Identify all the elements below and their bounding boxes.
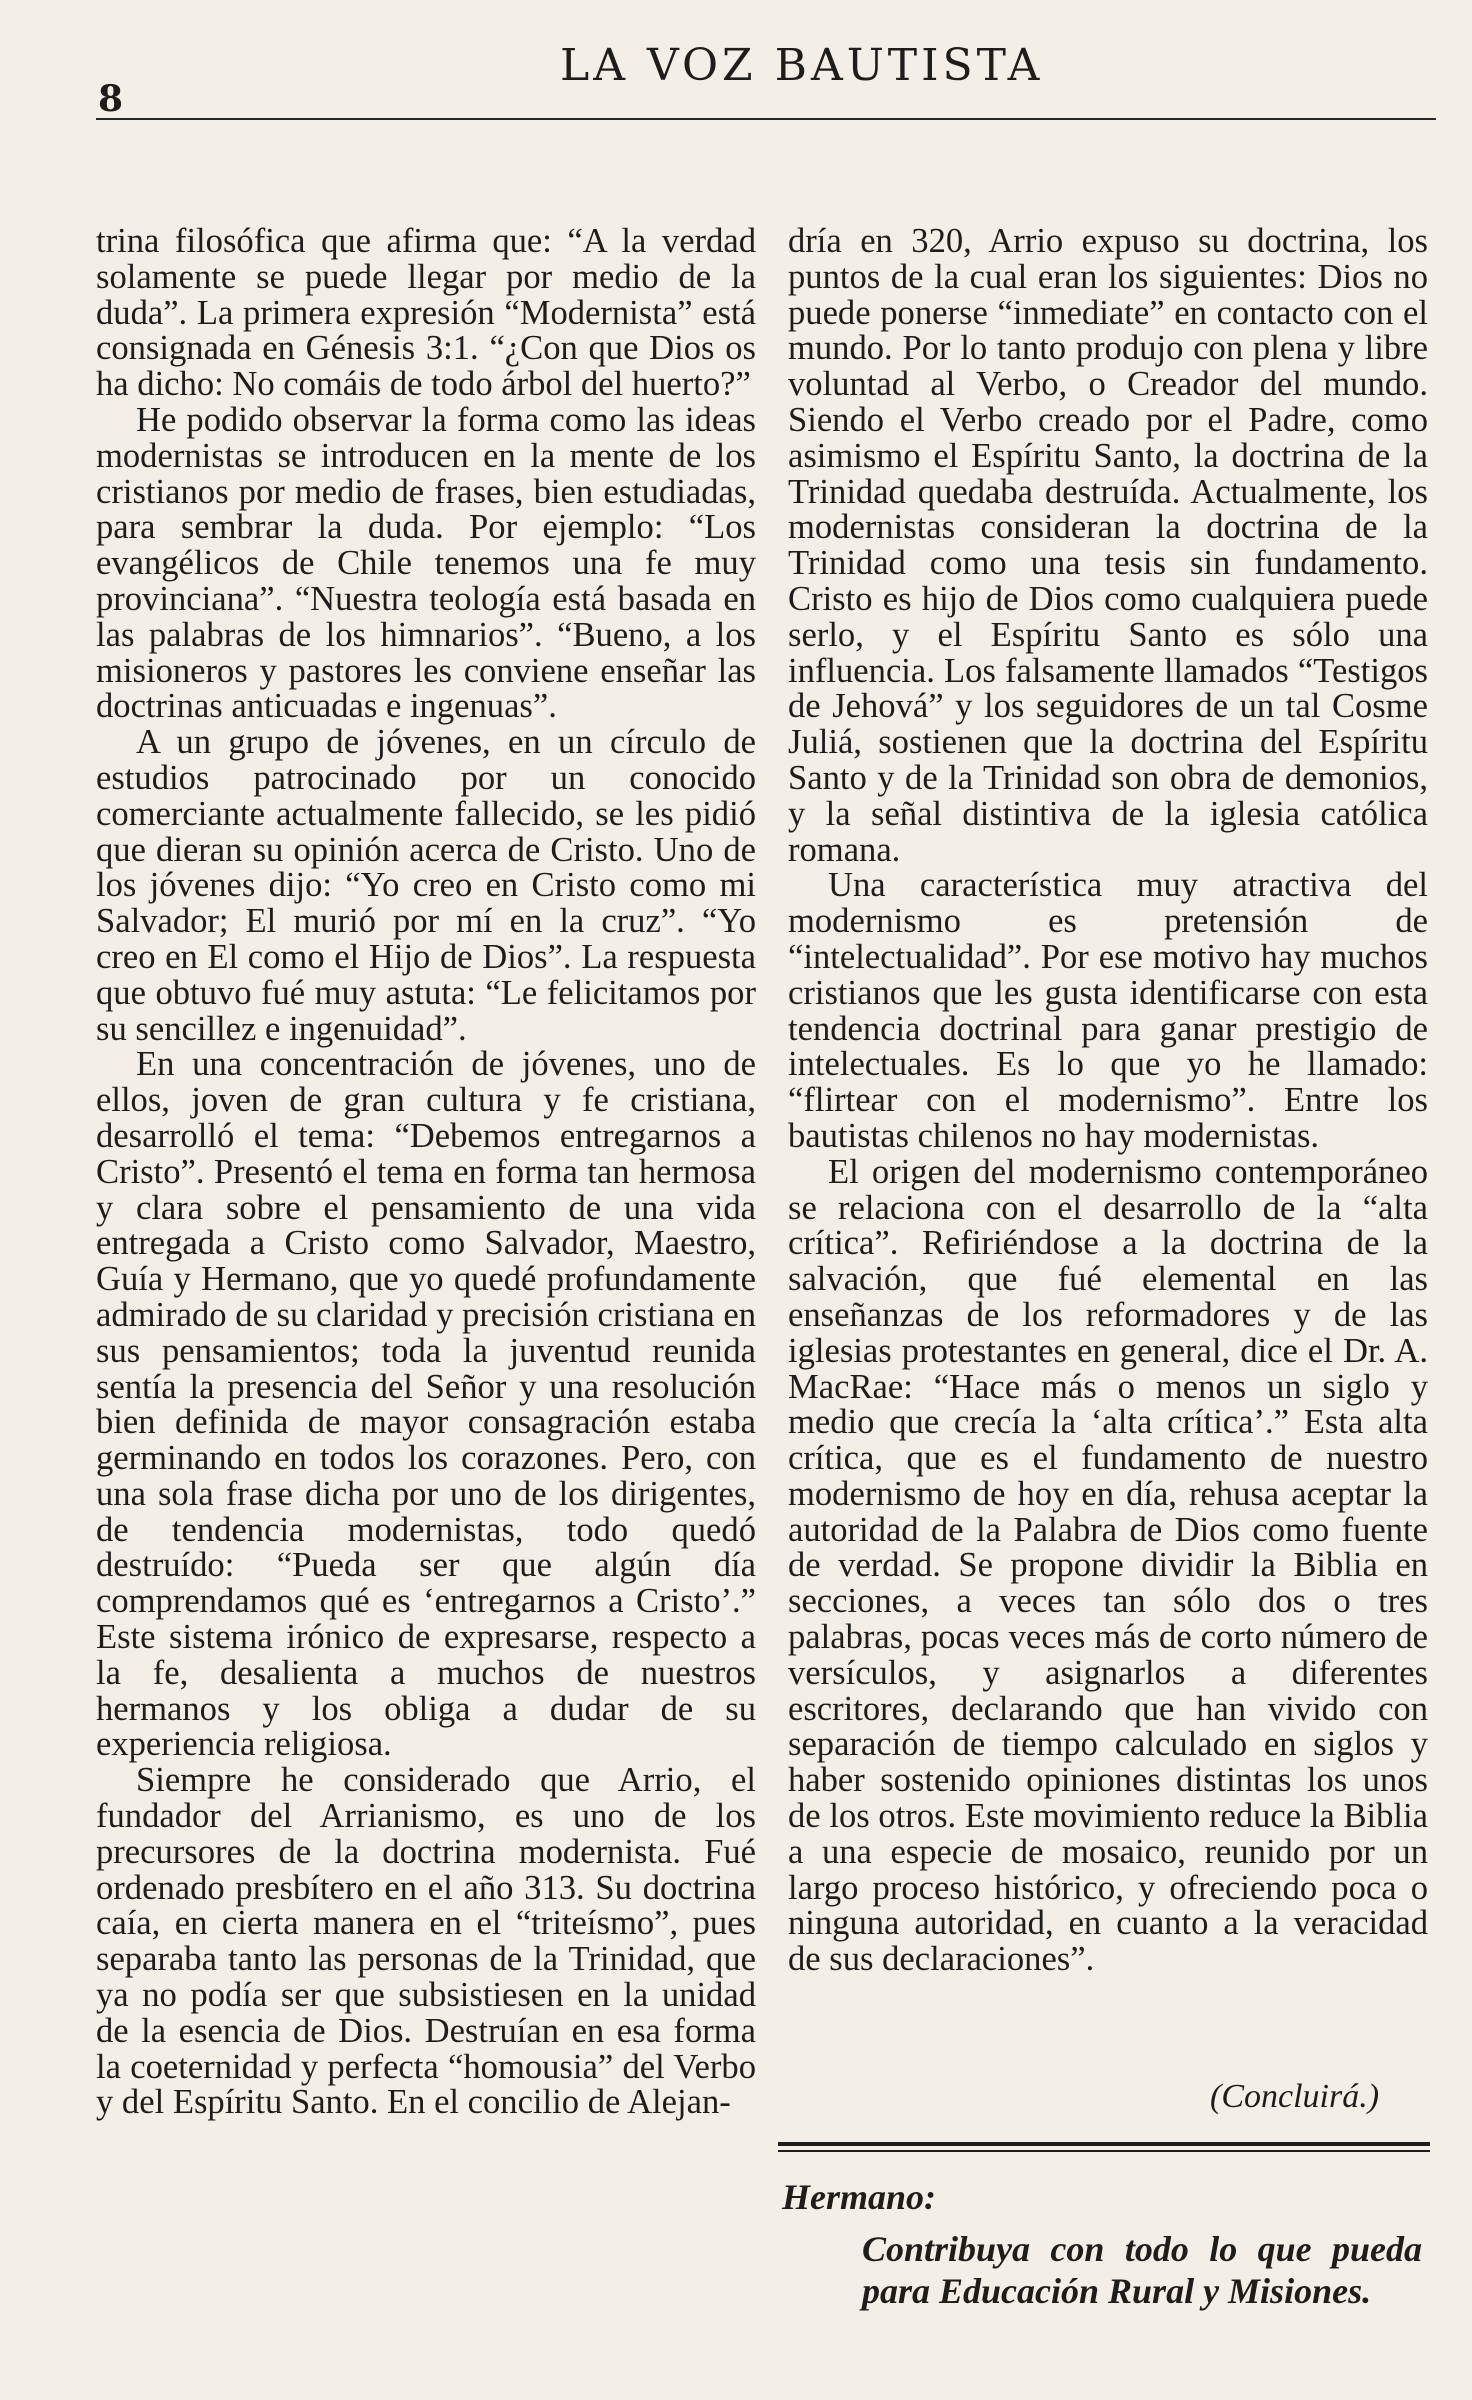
to-be-continued-note: (Concluirá.)	[1210, 2078, 1380, 2115]
notice-title: Hermano:	[782, 2177, 937, 2217]
paragraph: En una concentración de jóvenes, uno de ellos, joven de gran cultura y fe cristiana, desarrolló el tema: “Debemos entregarnos a Cristo”. Presentó el tema en forma tan hermosa y clara sobre el pensamiento de una vida entregada a Cristo como Salvador, Maestro, Guía y Hermano, que yo quedé profundamente admirado de su claridad y precisión cristiana en sus pensamientos; toda la juventud reunida sentía la presencia del Señor y una resolución bien definida de mayor consagración estaba germinando en todos los corazones. Pero, con una sola frase dicha por uno de los dirigentes, de tendencia modernistas, todo quedó destruído: “Pueda ser que algún día comprendamos qué es ‘entregarnos a Cristo’.” Este sistema irónico de expresarse, respecto a la fe, desalienta a muchos de nuestros hermanos y los obliga a dudar de su experiencia religiosa.	[96, 1045, 756, 1764]
page-number: 8	[98, 78, 124, 120]
paragraph: Siempre he considerado que Arrio, el fundador del Arrianismo, es uno de los precursores de la doctrina modernista. Fué ordenado presbítero en el año 313. Su doctrina caía, en cierta manera en el “triteísmo”, pues separaba tanto las personas de la Trinidad, que ya no podía ser que subsistiesen en la unidad de la esencia de Dios. Destruían en esa forma la coeternidad y perfecta “homousia” del Verbo y del Espíritu Santo. En el concilio de Alejan-	[96, 1761, 756, 2122]
notice-rule	[778, 2142, 1430, 2146]
paragraph: A un grupo de jóvenes, en un círculo de estudios patrocinado por un conocido comerciante actualmente fallecido, se les pidió que dieran su opinión acerca de Cristo. Uno de los jóvenes dijo: “Yo creo en Cristo como mi Salvador; El murió por mí en la cruz”. “Yo creo en El como el Hijo de Dios”. La respuesta que obtuvo fué muy astuta: “Le felicitamos por su sencillez e ingenuidad”.	[96, 723, 756, 1048]
right-column	[788, 224, 1428, 1978]
paragraph: trina filosófica que afirma que: “A la verdad solamente se puede llegar por medio de la duda”. La primera expresión “Modernista” está consignada en Génesis 3:1. “¿Con que Dios os ha dicho: No comáis de todo árbol del huerto?”	[96, 222, 756, 404]
running-head: LA VOZ BAUTISTA	[560, 40, 1044, 91]
notice-rule	[778, 2150, 1430, 2152]
paragraph: dría en 320, Arrio expuso su doctrina, los puntos de la cual eran los siguientes: Dios no puede ponerse “inmediate” en contacto con el mundo. Por lo tanto produjo con plena y libre voluntad al Verbo, o Creador del mundo. Siendo el Verbo creado por el Padre, como asimismo el Espíritu Santo, la doctrina de la Trinidad quedaba destruída. Actualmente, los modernistas consideran la doctrina de la Trinidad como una tesis sin fundamento. Cristo es hijo de Dios como cualquiera puede serlo, y el Espíritu Santo es sólo una influencia. Los falsamente llamados “Testigos de Jehová” y los seguidores de un tal Cosme Juliá, sostienen que la doctrina del Espíritu Santo y de la Trinidad son obra de demonios, y la señal distintiva de la iglesia católica romana.	[788, 222, 1428, 869]
paragraph: Una característica muy atractiva del modernismo es pretensión de “intelectualidad”. Por ese motivo hay muchos cristianos que les gusta identificarse con esta tendencia doctrinal para ganar prestigio de intelectuales. Es lo que yo he llamado: “flirtear con el modernismo”. Entre los bautistas chilenos no hay modernistas.	[788, 866, 1428, 1155]
paragraph: He podido observar la forma como las ideas modernistas se introducen en la mente de los cristianos por medio de frases, bien estudiadas, para sembrar la duda. Por ejemplo: “Los evangélicos de Chile tenemos una fe muy provinciana”. “Nuestra teología está basada en las palabras de los himnarios”. “Bueno, a los misioneros y pastores les conviene enseñar las doctrinas anticuadas e ingenuas”.	[96, 400, 756, 726]
notice-body: Contribuya con todo lo que pueda para Educación Rural y Misiones.	[862, 2229, 1422, 2311]
header-rule	[96, 118, 1436, 120]
paragraph: El origen del modernismo contemporáneo se relaciona con el desarrollo de la “alta crítica”. Refiriéndose a la doctrina de la salvación, que fué elemental en las enseñanzas de los reformadores y de las iglesias protestantes en general, dice el Dr. A. MacRae: “Hace más o menos un siglo y medio que crecía la ‘alta crítica’.” Esta alta crítica, que es el fundamento de nuestro modernismo de hoy en día, rehusa aceptar la autoridad de la Palabra de Dios como fuente de verdad. Se propone dividir la Biblia en secciones, a veces tan sólo dos o tres palabras, pocas veces más de corto número de versículos, y asignarlos a diferentes escritores, declarando que han vivido con separación de tiempo calculado en siglos y haber sostenido opiniones distintas los unos de los otros. Este movimiento reduce la Biblia a una especie de mosaico, reunido por un largo proceso histórico, y ofreciendo poca o ninguna autoridad, en cuanto a la veracidad de sus declaraciones”.	[788, 1152, 1428, 1979]
left-column	[96, 224, 756, 2121]
